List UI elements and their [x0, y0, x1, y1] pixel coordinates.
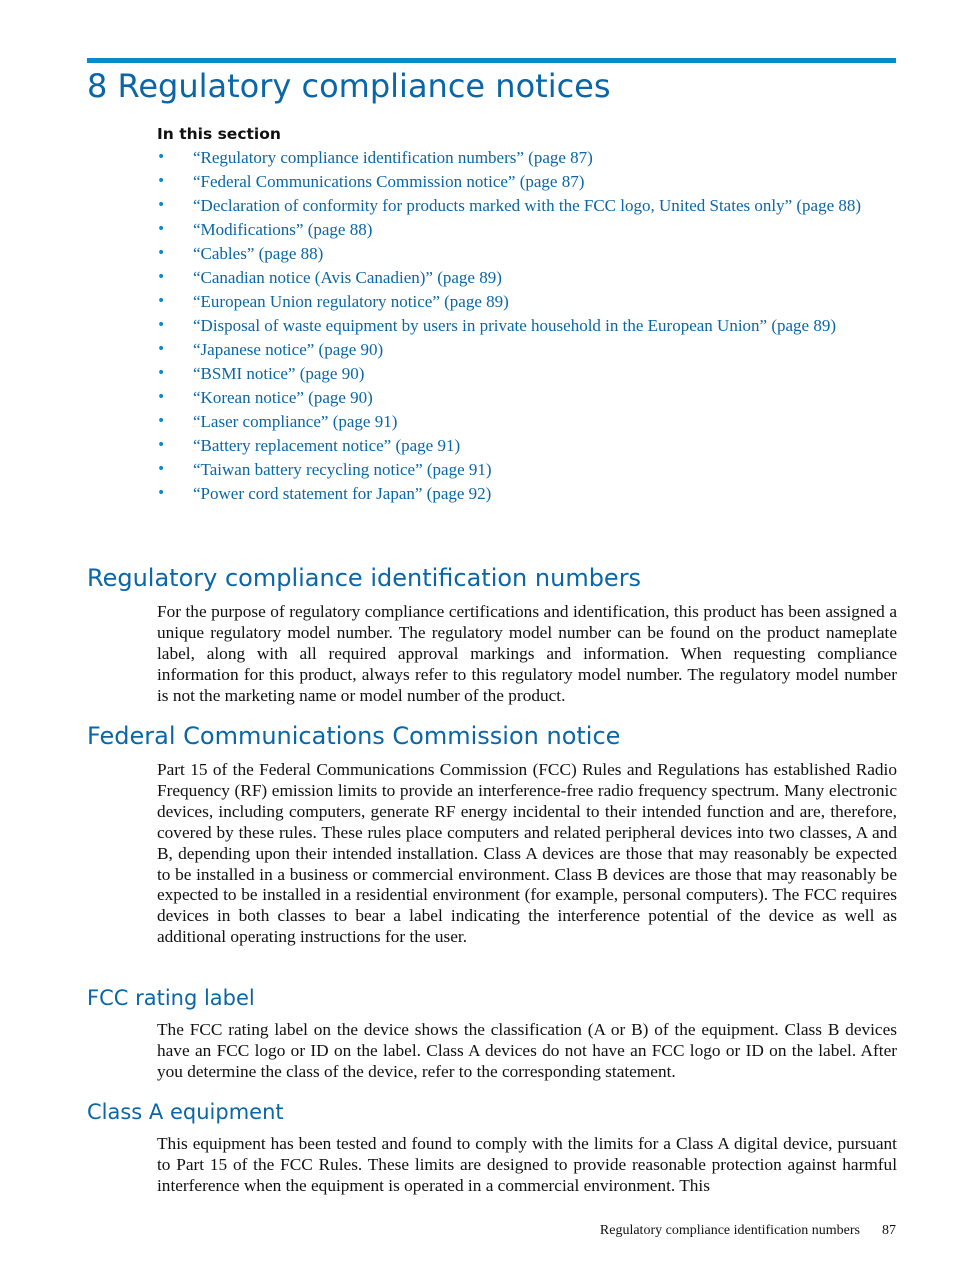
footer-page-number: 87 — [882, 1223, 896, 1238]
section-heading-fcc-notice: Federal Communications Commission notice — [87, 722, 621, 750]
bullet-icon: • — [157, 317, 166, 333]
toc-link-power-cord-japan[interactable]: “Power cord statement for Japan” (page 92) — [193, 484, 492, 503]
toc-item — [157, 147, 897, 168]
footer-running-title: Regulatory compliance identification numbers — [599, 1223, 860, 1238]
bullet-icon: • — [157, 197, 166, 213]
toc-item — [157, 195, 897, 216]
toc-link-canadian-notice[interactable]: “Canadian notice (Avis Canadien)” (page 89) — [193, 268, 502, 287]
toc-link-regulatory-ids[interactable]: “Regulatory compliance identification numbers” (page 87) — [193, 148, 593, 167]
toc-item — [157, 219, 897, 240]
section-body-regulatory-ids: For the purpose of regulatory compliance certifications and identification, this product has been assigned a unique regulatory model number. The regulatory model number can be found on the product nameplate label, along with all required approval markings and information. When requesting compliance information for this product, always refer to this regulatory model number. The regulatory model number is not the marketing name or model number of the product. — [157, 602, 897, 705]
toc-item — [157, 435, 897, 456]
toc-link-battery-replacement[interactable]: “Battery replacement notice” (page 91) — [193, 436, 461, 455]
toc-item — [157, 363, 897, 384]
toc-item — [157, 291, 897, 312]
bullet-icon: • — [157, 173, 166, 189]
toc-item — [157, 243, 897, 264]
bullet-icon: • — [157, 365, 166, 381]
bullet-icon: • — [157, 461, 166, 477]
in-this-section — [157, 123, 897, 507]
toc-link-disposal-of-waste[interactable]: “Disposal of waste equipment by users in private household in the European Union” (page 89) — [193, 316, 837, 335]
toc-link-taiwan-battery-recycling[interactable]: “Taiwan battery recycling notice” (page 91) — [193, 460, 492, 479]
toc-link-bsmi-notice[interactable]: “BSMI notice” (page 90) — [193, 364, 365, 383]
bullet-icon: • — [157, 269, 166, 285]
toc-link-japanese-notice[interactable]: “Japanese notice” (page 90) — [193, 340, 384, 359]
toc-item — [157, 267, 897, 288]
section-heading-fcc-rating-label: FCC rating label — [87, 986, 255, 1010]
toc-link-eu-regulatory-notice[interactable]: “European Union regulatory notice” (page 89) — [193, 292, 509, 311]
toc-item — [157, 459, 897, 480]
toc-link-declaration-of-conformity[interactable]: “Declaration of conformity for products marked with the FCC logo, United States only” (page 88) — [193, 196, 862, 215]
section-body-class-a: This equipment has been tested and found to comply with the limits for a Class A digital device, pursuant to Part 15 of the FCC Rules. These limits are designed to provide reasonable protection against harmful interference when the equipment is operated in a commercial environment. This — [157, 1134, 897, 1195]
toc-item — [157, 315, 897, 336]
bullet-icon: • — [157, 221, 166, 237]
toc-link-fcc-notice[interactable]: “Federal Communications Commission notice” (page 87) — [193, 172, 585, 191]
bullet-icon: • — [157, 245, 166, 261]
in-this-section-heading: In this section — [157, 125, 281, 143]
section-body-fcc-notice: Part 15 of the Federal Communications Commission (FCC) Rules and Regulations has established Radio Frequency (RF) emission limits to provide an interference-free radio frequency spectrum. Many electronic devices, including computers, generate RF energy incidental to their intended function and are, therefore, covered by these rules. These rules place computers and related peripheral devices into two classes, A and B, depending upon their intended installation. Class A devices are those that may reasonably be expected to be installed in a business or commercial environment. Class B devices are those that may reasonably be expected to be installed in a residential environment (for example, personal computers). The FCC requires devices in both classes to bear a label indicating the interference potential of the device as well as additional operating instructions for the user. — [157, 760, 897, 947]
toc-list — [157, 147, 897, 504]
toc-link-cables[interactable]: “Cables” (page 88) — [193, 244, 324, 263]
toc-item — [157, 171, 897, 192]
toc-item — [157, 483, 897, 504]
section-body-fcc-rating-label: The FCC rating label on the device shows the classification (A or B) of the equipment. Class B devices have an FCC logo or ID on the label. Class A devices do not have an FCC logo or ID on the label. After you determine the class of the device, refer to the corresponding statement. — [157, 1020, 897, 1081]
bullet-icon: • — [157, 437, 166, 453]
toc-item — [157, 411, 897, 432]
toc-item — [157, 339, 897, 360]
bullet-icon: • — [157, 293, 166, 309]
section-heading-class-a: Class A equipment — [87, 1100, 284, 1124]
toc-link-modifications[interactable]: “Modifications” (page 88) — [193, 220, 373, 239]
bullet-icon: • — [157, 149, 166, 165]
bullet-icon: • — [157, 341, 166, 357]
bullet-icon: • — [157, 485, 166, 501]
bullet-icon: • — [157, 413, 166, 429]
page-footer — [600, 1222, 896, 1240]
toc-item — [157, 387, 897, 408]
toc-link-korean-notice[interactable]: “Korean notice” (page 90) — [193, 388, 373, 407]
chapter-title: 8 Regulatory compliance notices — [87, 67, 611, 105]
section-heading-regulatory-ids: Regulatory compliance identification numbers — [87, 564, 642, 592]
bullet-icon: • — [157, 389, 166, 405]
toc-link-laser-compliance[interactable]: “Laser compliance” (page 91) — [193, 412, 398, 431]
